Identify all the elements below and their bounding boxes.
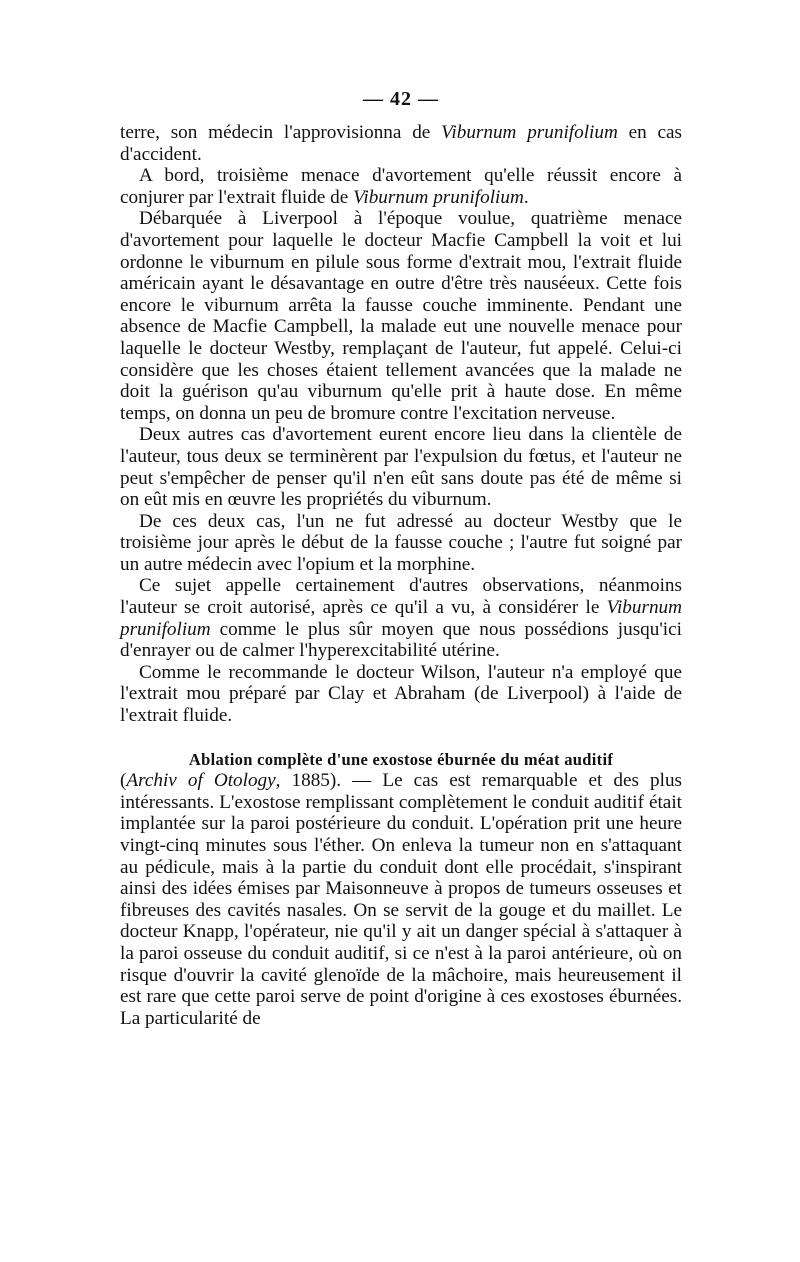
paragraph-1-species-italic: Viburnum prunifolium: [441, 122, 618, 143]
section-source-year: , 1885).: [275, 770, 342, 792]
paragraph-2-text-b: .: [523, 186, 529, 208]
section-spacer: [120, 727, 682, 749]
paragraph-6-species-italic: Viburnum prunifolium: [120, 597, 682, 640]
paragraph-1-text-b: en cas d'accident.: [120, 122, 682, 165]
paragraph-5: De ces deux cas, l'un ne fut adressé au docteur Westby que le troisième jour après le début de la fausse couche ; l'autre fut soigné par un autre médecin avec l'opium et la morphine.: [120, 510, 682, 575]
section-body: [120, 770, 682, 1029]
section-source-open: (: [120, 770, 127, 792]
paragraph-2-text-a: A bord, troisième menace d'avortement qu'elle réussit encore à conjurer par l'extrait fluide de: [120, 165, 682, 208]
paragraph-3: Débarquée à Liverpool à l'époque voulue, quatrième menace d'avortement pour laquelle le docteur Macfie Campbell la voit et lui ordonne le viburnum en pilule sous forme d'extrait mou, l'extrait fluide américain ayant le désavantage en outre d'être très nauséeux. Cette fois encore le viburnum arrêta la fausse couche imminente. Pendant une absence de Macfie Campbell, la malade eut une nouvelle menace pour laquelle le docteur Westby, remplaçant de l'auteur, fut appelé. Celui-ci considère que les choses étaient tellement avancées que la malade ne doit la guérison qu'au viburnum qu'elle prit à haute dose. En même temps, on donna un peu de bromure contre l'excitation nerveuse.: [120, 208, 682, 424]
page-number: — 42 —: [363, 88, 439, 110]
section-heading: Ablation complète d'une exostose éburnée du méat auditif: [188, 749, 614, 769]
paragraph-2-species-italic: Viburnum prunifolium: [353, 186, 524, 208]
paragraph-1-text-a: terre, son médecin l'approvisionna de: [120, 122, 442, 143]
book-page: [120, 88, 682, 1029]
paragraph-6: [120, 575, 682, 661]
paragraph-6-text-a: Ce sujet appelle certainement d'autres observations, néanmoins l'auteur se croit autorisé, après ce qu'il a vu, à considérer le: [120, 575, 682, 619]
paragraph-4: Deux autres cas d'avortement eurent encore lieu dans la clientèle de l'auteur, tous deux se terminèrent par l'expulsion du fœtus, et l'auteur ne peut s'empêcher de penser qu'il n'en eût sans doute pas été de même si on eût mis en œuvre les propriétés du viburnum.: [120, 424, 682, 511]
section-source-journal: Archiv of Otology: [126, 770, 276, 792]
section-body-text: — Le cas est remarquable et des plus intéressants. L'exostose remplissant complètement le conduit auditif était implantée sur la paroi postérieure du conduit. L'opération prit une heure vingt-cinq minutes sous l'éther. On enleva la tumeur non en s'attaquant au pédicule, mais à la partie du conduit dont elle procédait, s'inspirant ainsi des idées émises par Maisonneuve à propos de tumeurs osseuses et fibreuses des cavités nasales. On se servit de la gouge et du maillet. Le docteur Knapp, l'opérateur, nie qu'il y ait un danger spécial à s'attaquer à la paroi osseuse du conduit auditif, si ce n'est à la paroi antérieure, où on risque d'ouvrir la cavité glenoïde de la mâchoire, mais heureusement il est rare que cette paroi serve de point d'origine à ces exostoses éburnées. La particularité de: [120, 770, 683, 1029]
paragraph-2: [120, 165, 682, 208]
paragraph-6-text-b: comme le plus sûr moyen que nous possédions jusqu'ici d'enrayer ou de calmer l'hyperexcitabilité utérine.: [120, 618, 682, 662]
paragraph-1: [120, 122, 682, 165]
paragraph-7: Comme le recommande le docteur Wilson, l'auteur n'a employé que l'extrait mou préparé par Clay et Abraham (de Liverpool) à l'aide de l'extrait fluide.: [120, 661, 682, 727]
